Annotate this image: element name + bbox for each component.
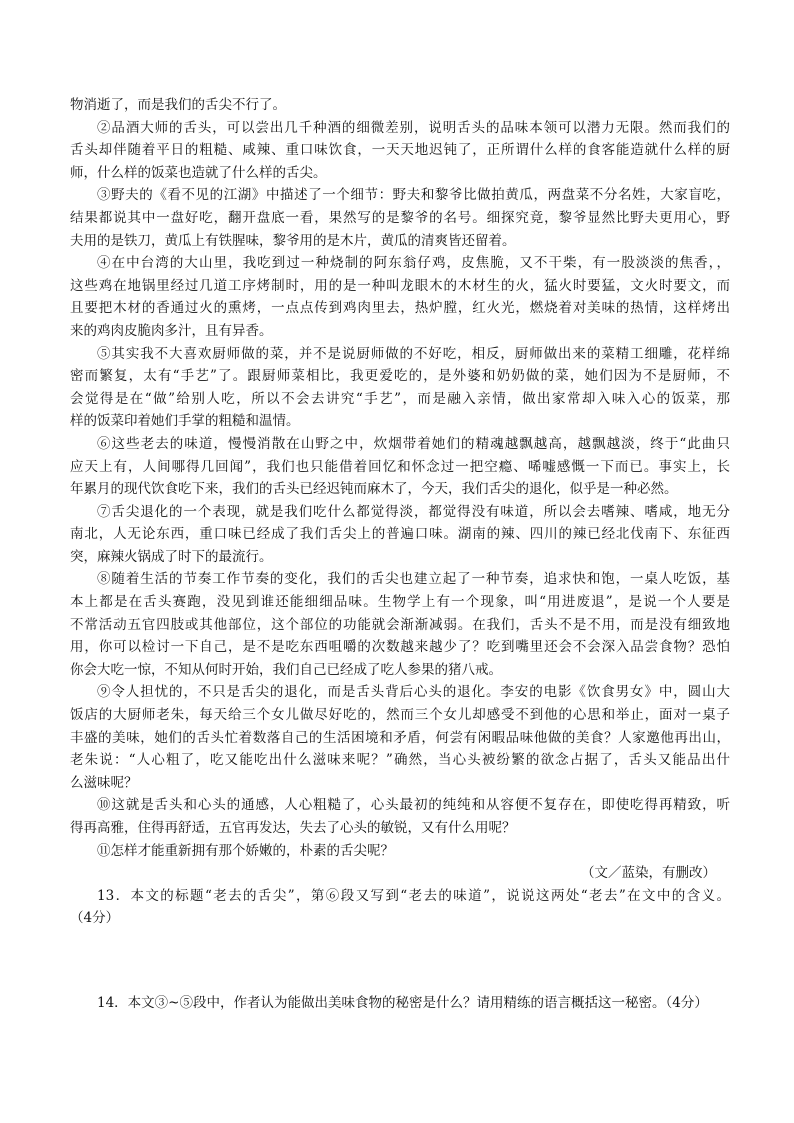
article-line: 师，什么样的饭菜也造就了什么样的舌尖。 bbox=[70, 164, 327, 181]
answer-space-14[interactable] bbox=[70, 1015, 730, 1071]
article-line: 会觉得是在“做”给别人吃，所以不会去讲究“手艺”，而是融入亲情，做出家常却入味入心的饭菜，那 bbox=[70, 390, 730, 407]
article-line: 不常活动五官四肢或其他部位，这个部位的功能就会渐渐减弱。在我们，舌头不是不用，而是没有细致地 bbox=[70, 616, 730, 633]
article-line: 这些鸡在地锅里经过几道工序烤制时，用的是一种叫龙眼木的木材生的火，猛火时要猛，文火时要文，而 bbox=[70, 277, 730, 294]
article-source: （文／蓝染，有删改） bbox=[581, 865, 716, 882]
article-line: 丰盛的美味，她们的舌头忙着数落自己的生活困境和矛盾，何尝有闲暇品味他做的美食？人家邀他再出山， bbox=[70, 729, 730, 746]
article-line: 结果都说其中一盘好吃，翻开盘底一看，果然写的是黎爷的名号。细探究竟，黎爷显然比野夫更用心，野 bbox=[70, 209, 730, 226]
article-line: 夫用的是铁刀，黄瓜上有铁腥味，黎爷用的是木片，黄瓜的清爽皆还留着。 bbox=[70, 232, 516, 249]
article-line: ⑦舌尖退化的一个表现，就是我们吃什么都觉得淡，都觉得没有味道，所以会去嗜辣、嗜咸，地无分 bbox=[97, 503, 730, 520]
article-line: 密而繁复，太有“手艺”了。跟厨师菜相比，我更爱吃的，是外婆和奶奶做的菜，她们因为不是厨师，不 bbox=[70, 368, 730, 385]
article-line: 么滋味呢？ bbox=[70, 774, 138, 791]
article-line: ⑧随着生活的节奏工作节奏的变化，我们的舌尖也建立起了一种节奏，追求快和饱，一桌人吃饭，基 bbox=[97, 571, 730, 588]
article-line: 应天上有，人间哪得几回闻”，我们也只能借着回忆和怀念过一把空瘾、唏嘘感慨一下而已。事实上，长 bbox=[70, 458, 730, 475]
article-line: ⑩这就是舌头和心头的通感，人心粗糙了，心头最初的纯纯和从容便不复存在，即使吃得再精致，听 bbox=[97, 797, 730, 814]
article-line: 老朱说：“人心粗了，吃又能吃出什么滋味来呢？”确然，当心头被纷繁的欲念占据了，舌头又能品出什 bbox=[70, 752, 730, 769]
question-13-line-1: 13．本文的标题“老去的舌尖”，第⑥段又写到“老去的味道”，说说这两处“老去”在文中的含义。 bbox=[97, 887, 730, 904]
article-line: 且要把木材的香通过火的熏烤，一点点传到鸡肉里去，热炉膛，红火光，燃烧着对美味的热情，这样烤出 bbox=[70, 300, 730, 317]
article-line: 饭店的大厨师老朱，每天给三个女儿做尽好吃的，然而三个女儿却感受不到他的心思和举止，面对一桌子 bbox=[70, 707, 730, 724]
article-line: 本上都是在舌头赛跑，没见到谁还能细细品味。生物学上有一个现象，叫“用进废退”，是说一个人要是 bbox=[70, 594, 730, 611]
article-line: 舌头却伴随着平日的粗糙、咸辣、重口味饮食，一天天地迟钝了，正所谓什么样的食客能造就什么样的厨 bbox=[70, 142, 730, 159]
article-line: 突，麻辣火锅成了时下的最流行。 bbox=[70, 548, 273, 565]
article-line: 南北，人无论东西，重口味已经成了我们舌尖上的普遍口味。湖南的辣、四川的辣已经北伐南下、东征西 bbox=[70, 526, 730, 543]
article-line: 年累月的现代饮食吃下来，我们的舌头已经迟钝而麻木了，今天，我们舌尖的退化，似乎是一种必然。 bbox=[70, 481, 678, 498]
document-page bbox=[70, 94, 730, 1071]
article-line: 你会大吃一惊，不知从何时开始，我们自己已经成了吃人参果的猪八戒。 bbox=[70, 661, 502, 678]
article-line: 得再高雅，住得再舒适，五官再发达，失去了心头的敏锐，又有什么用呢？ bbox=[70, 820, 516, 836]
article-line: ⑤其实我不大喜欢厨师做的菜，并不是说厨师做的不好吃，相反，厨师做出来的菜精工细雕，花样绵 bbox=[97, 345, 730, 362]
answer-space-13[interactable] bbox=[70, 930, 730, 992]
article-line: ②品酒大师的舌头，可以尝出几千种酒的细微差别，说明舌头的品味本领可以潜力无限。然而我们的 bbox=[97, 119, 730, 136]
question-13-line-2: （4分） bbox=[70, 910, 120, 927]
article-line: ③野夫的《看不见的江湖》中描述了一个细节：野夫和黎爷比做拍黄瓜，两盘菜不分名姓，大家盲吃， bbox=[97, 187, 730, 204]
article-line: 物消逝了，而是我们的舌尖不行了。 bbox=[70, 97, 286, 113]
article-line: 来的鸡肉皮脆肉多汁，且有异香。 bbox=[70, 322, 273, 339]
article-line: ⑥这些老去的味道，慢慢消散在山野之中，炊烟带着她们的精魂越飘越高，越飘越淡，终于“此曲只 bbox=[97, 435, 730, 452]
article-line: ④在中台湾的大山里，我吃到过一种烧制的阿东翁仔鸡，皮焦脆，又不干柴，有一股淡淡的焦香，， bbox=[97, 255, 730, 272]
article-body bbox=[70, 94, 730, 862]
question-14: 14．本文③~⑤段中，作者认为能做出美味食物的秘密是什么？请用精练的语言概括这一秘密。（4分） bbox=[97, 994, 708, 1011]
article-line: ⑪怎样才能重新拥有那个娇嫩的，朴素的舌尖呢？ bbox=[97, 842, 394, 859]
article-line: ⑨令人担忧的，不只是舌尖的退化，而是舌头背后心头的退化。李安的电影《饮食男女》中，圆山大 bbox=[97, 684, 730, 701]
article-line: 用，你可以检讨一下自己，是不是吃东西咀嚼的次数越来越少了？吃到嘴里还会不会深入品尝食物？恐怕 bbox=[70, 639, 730, 656]
article-line: 样的饭菜印着她们手掌的粗糙和温情。 bbox=[70, 413, 300, 430]
